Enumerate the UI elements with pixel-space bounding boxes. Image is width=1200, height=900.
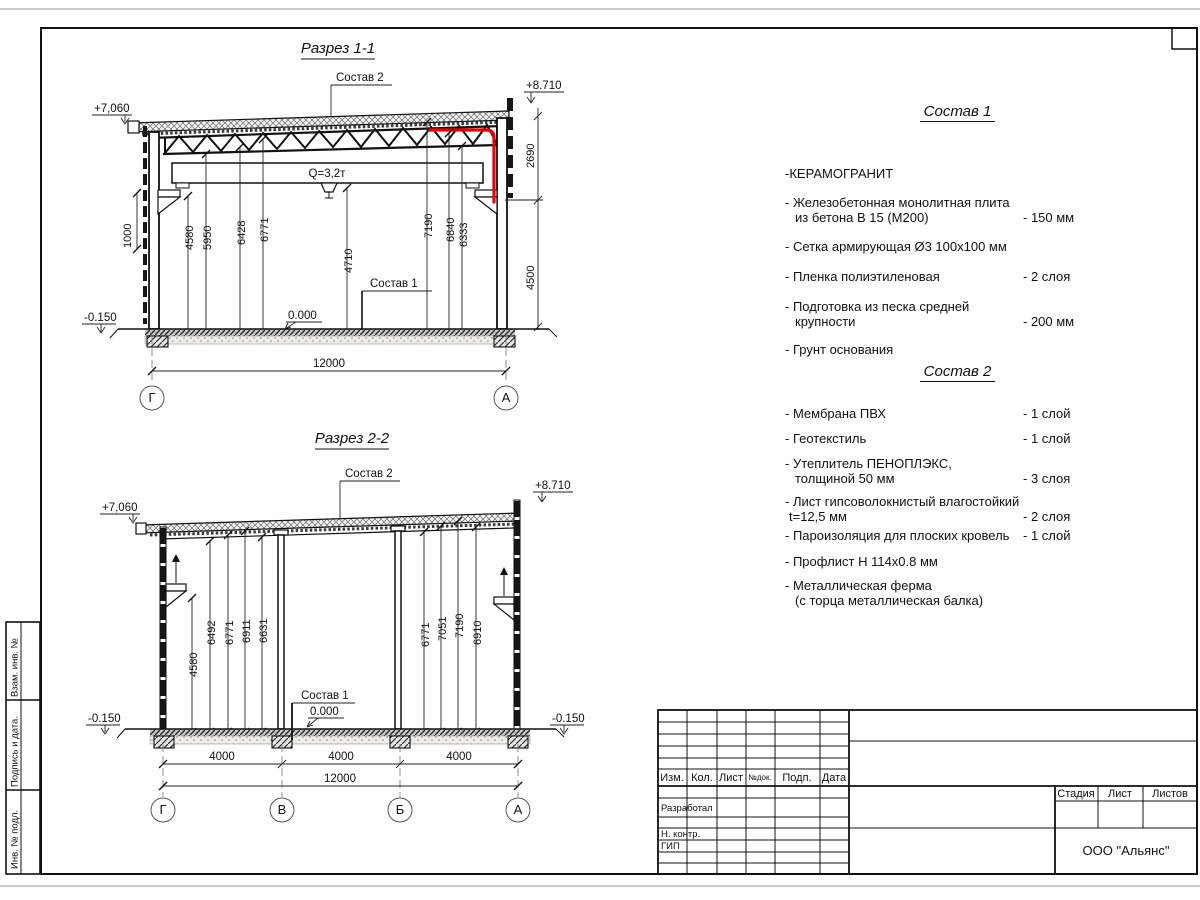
svg-text:Состав 1: Состав 1 [301, 690, 349, 702]
sostav1-title: Состав 1 [785, 103, 1130, 120]
material-item: - Грунт основания [785, 342, 894, 357]
svg-text:6631: 6631 [258, 618, 270, 643]
tb-org-name: ООО "Альянс" [1082, 843, 1170, 858]
svg-text:Состав 1: Состав 1 [370, 278, 418, 290]
svg-text:4000: 4000 [328, 751, 354, 763]
svg-text:Б: Б [395, 802, 405, 817]
sostav2-title: Состав 2 [785, 363, 1130, 380]
section1-title: Разрез 1-1 [300, 40, 376, 57]
svg-text:0.000: 0.000 [310, 706, 339, 718]
svg-text:7190: 7190 [454, 613, 466, 638]
material-item: - Пароизоляция для плоских кровель - 1 слой [785, 528, 1071, 543]
svg-text:А: А [501, 390, 511, 405]
svg-text:6771: 6771 [420, 622, 432, 647]
svg-text:7190: 7190 [423, 213, 435, 238]
tb-razrabotal-label: Разработал [661, 803, 713, 814]
svg-text:6911: 6911 [241, 619, 253, 643]
tb-kol-label: Кол. [691, 772, 713, 784]
svg-text:7051: 7051 [437, 616, 449, 641]
svg-text:6910: 6910 [472, 620, 484, 645]
material-item: - Пленка полиэтиленовая - 2 слоя [785, 269, 1071, 284]
material-item: - Мембрана ПВХ - 1 слой [785, 406, 1071, 421]
section2-sostav2-label: Состав 2 [345, 468, 393, 480]
tb-sheets-label: Листов [1152, 788, 1188, 800]
svg-text:6428: 6428 [236, 220, 248, 245]
svg-text:-0.150: -0.150 [88, 713, 121, 725]
svg-text:+7,060: +7,060 [94, 103, 130, 115]
tb-sheet-label: Лист [1108, 788, 1132, 800]
tb-gip-label: ГИП [661, 841, 680, 852]
section2-title: Разрез 2-2 [314, 430, 390, 447]
material-item: - Металлическая ферма (с торца металлическая балка) [785, 578, 984, 608]
svg-text:6333: 6333 [458, 222, 470, 247]
material-item: - Лист гипсоволокнистый влагостойкий t=12,5 мм - 2 слоя [785, 494, 1071, 524]
svg-text:4710: 4710 [343, 248, 355, 273]
svg-text:-0.150: -0.150 [552, 713, 585, 725]
svg-text:6492: 6492 [206, 620, 218, 645]
material-item: - Подготовка из песка средней крупности - 200 мм [785, 299, 1075, 329]
tb-list-label: Лист [719, 772, 743, 784]
strip-inv-label: Инв. № подл. [9, 809, 21, 869]
material-item: - Сетка армирующая Ø3 100х100 мм [785, 239, 1007, 254]
svg-text:4000: 4000 [209, 751, 235, 763]
tb-stadia-label: Стадия [1057, 788, 1095, 800]
material-item: - Утеплитель ПЕНОПЛЭКС, толщиной 50 мм - 3 слоя [785, 456, 1071, 486]
svg-text:12000: 12000 [324, 773, 356, 785]
svg-text:А: А [513, 802, 523, 817]
tb-podp-label: Подп. [782, 772, 812, 784]
strip-vzam-label: Взам. инв. № [9, 638, 21, 697]
svg-text:6771: 6771 [224, 620, 236, 645]
svg-text:Г: Г [159, 802, 167, 817]
material-item: - Профлист Н 114х0.8 мм [785, 554, 938, 569]
svg-text:+7,060: +7,060 [102, 502, 138, 514]
tb-izm-label: Изм. [660, 772, 684, 784]
svg-text:0.000: 0.000 [288, 310, 317, 322]
svg-text:+8.710: +8.710 [526, 80, 562, 92]
crane-capacity-label: Q=3,2т [308, 168, 346, 180]
svg-text:+8.710: +8.710 [535, 480, 571, 492]
svg-text:4500: 4500 [525, 265, 537, 290]
svg-text:5950: 5950 [202, 225, 214, 250]
svg-text:В: В [277, 802, 287, 817]
svg-text:12000: 12000 [313, 358, 345, 370]
tb-data-label: Дата [821, 772, 847, 784]
svg-text:2690: 2690 [525, 143, 537, 168]
svg-text:4000: 4000 [446, 751, 472, 763]
tb-ndok-label: №док. [748, 773, 772, 782]
material-item: -КЕРАМОГРАНИТ [785, 166, 894, 181]
svg-text:6840: 6840 [445, 217, 457, 242]
svg-text:4580: 4580 [188, 652, 200, 677]
material-item: - Железобетонная монолитная плита из бетона В 15 (М200) - 150 мм [785, 195, 1075, 225]
svg-text:1000: 1000 [122, 223, 134, 248]
svg-text:6771: 6771 [259, 217, 271, 242]
tb-nkontr-label: Н. контр. [661, 829, 701, 840]
material-item: - Геотекстиль - 1 слой [785, 431, 1071, 446]
strip-podpis-label: Подпись и дата. [9, 716, 21, 787]
section1-sostav2-label: Состав 2 [336, 72, 384, 84]
svg-text:4580: 4580 [184, 225, 196, 250]
svg-text:Г: Г [148, 390, 156, 405]
svg-text:-0.150: -0.150 [84, 312, 117, 324]
